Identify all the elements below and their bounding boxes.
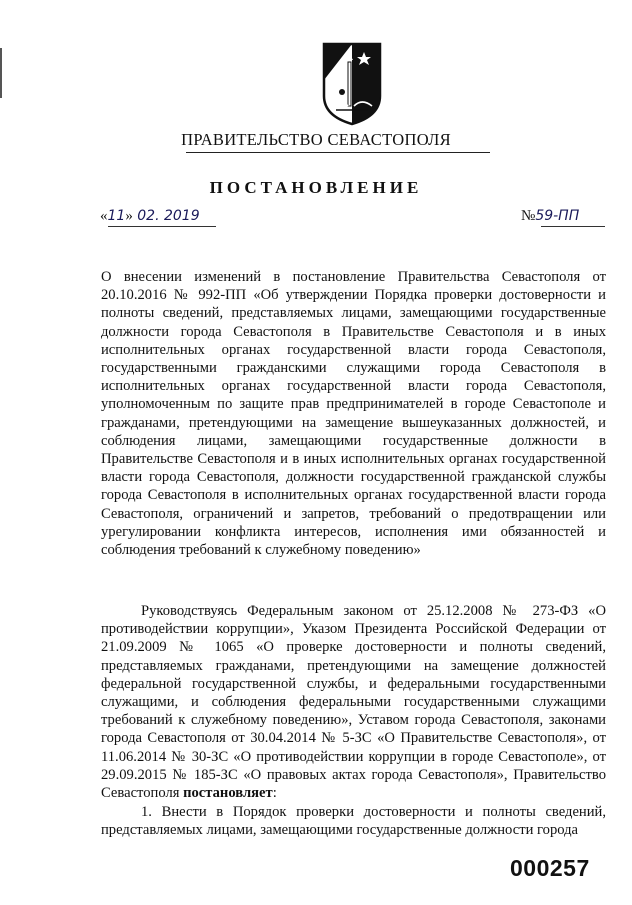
document-number: [521, 208, 579, 225]
date-underline: [108, 226, 216, 227]
date-month-year-handwritten: 02. 2019: [132, 208, 200, 224]
serial-number: 000257: [510, 855, 590, 881]
document-type-title: ПОСТАНОВЛЕНИЕ: [209, 178, 423, 197]
scan-edge-mark: [0, 48, 2, 98]
header-divider: [186, 152, 490, 153]
preamble-colon: :: [272, 785, 277, 802]
date-close-quote: »: [125, 208, 133, 224]
item-1-paragraph: 1. Внести в Порядок проверки достоверности и полноты сведений, представляемых лицами, замещающими государственные должности города: [101, 804, 606, 839]
preamble-paragraph: [101, 602, 606, 802]
number-sign: №: [521, 208, 536, 224]
document-date: [100, 208, 200, 225]
government-name: ПРАВИТЕЛЬСТВО СЕВАСТОПОЛЯ: [181, 130, 451, 149]
number-handwritten: 59-ПП: [535, 208, 580, 224]
number-underline: [541, 226, 605, 227]
preamble-text: Руководствуясь Федеральным законом от 25.12.2008 № 273-ФЗ «О противодействии коррупции», Указом Президента Российской Федерации от 21.09.2009 № 1065 «О проверке достоверности и полноты сведений, представляемых гражданами, претендующими на замещение должностей федеральной государственной службы, и федеральными государственными служащими, и соблюдения федеральными государственными служащими требований к служебному поведению», Уставом города Севастополя, законами города Севастополя от 30.04.2014 № 5-ЗС «О Правительстве Севастополя», от 11.06.2014 № 30-ЗС «О противодействии коррупции в городе Севастополе», от 29.09.2015 № 185-ЗС «О правовых актах города Севастополя», Правительство Севастополя: [101, 603, 606, 802]
date-day-handwritten: 11: [107, 208, 126, 224]
date-open-quote: «: [100, 208, 108, 224]
document-subject: О внесении изменений в постановление Правительства Севастополя от 20.10.2016 № 992-ПП «Об утверждении Порядка проверки достоверности и полноты сведений, представляемых лицами, замещающими государственные должности города Севастополя в Правительстве Севастополя и в иных исполнительных органах государственной власти города Севастополя, государственными гражданскими служащими города Севастополя в исполнительных органах государственной власти города Севастополя, уполномоченным по защите прав предпринимателей в городе Севастополе и гражданами, претендующими на замещение вышеуказанных должностей, и соблюдения лицами, замещающими государственные должности в Правительстве Севастополя и в иных исполнительных органах государственной власти города Севастополя, должности государственной гражданской службы города Севастополя в исполнительных органах государственной власти города Севастополя, ограничений и запретов, требований о предотвращении или урегулировании конфликта интересов, исполнения ими обязанностей и соблюдения требований к служебному поведению»: [101, 269, 606, 559]
coat-of-arms-icon: [318, 40, 386, 126]
decree-word: постановляет: [183, 785, 273, 802]
